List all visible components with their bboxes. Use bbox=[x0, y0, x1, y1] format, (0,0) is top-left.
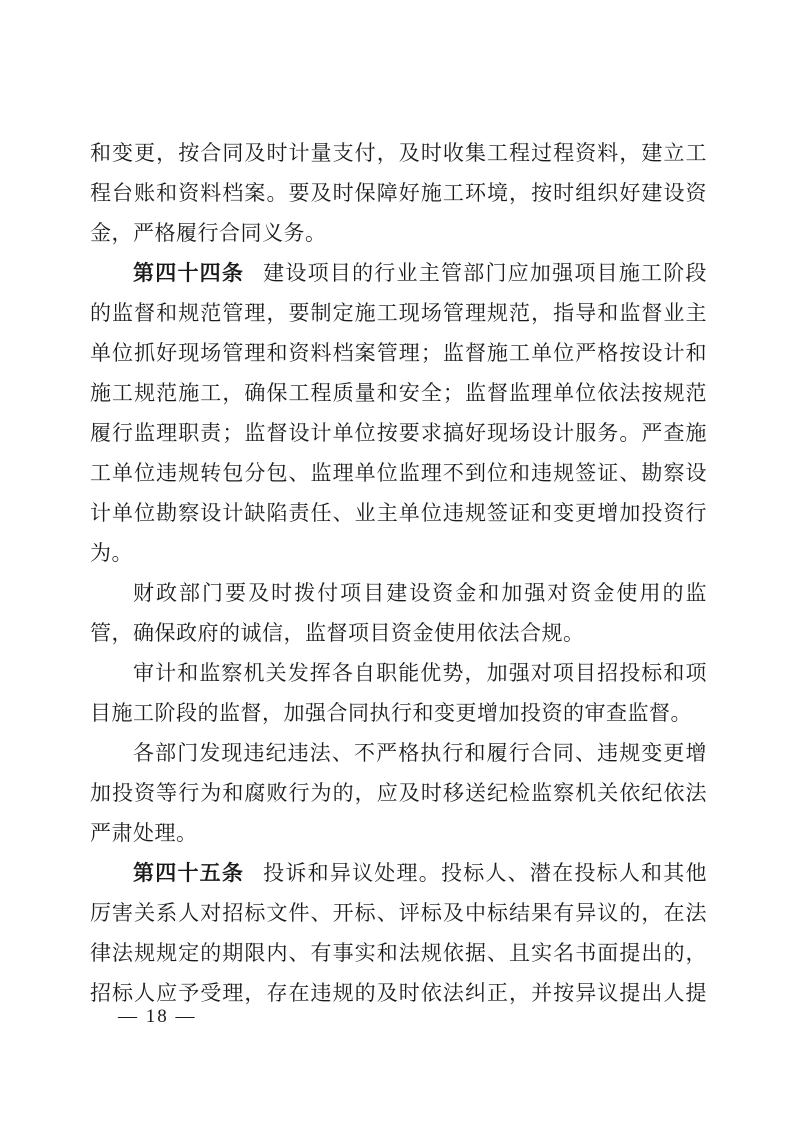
text-line bbox=[90, 493, 707, 533]
line-text: 金，严格履行合同义务。 bbox=[90, 221, 327, 245]
document-text-block bbox=[90, 133, 707, 1013]
text-line bbox=[90, 653, 707, 693]
article-44-number-bold: 第四十四条 bbox=[133, 261, 245, 285]
text-line bbox=[90, 333, 707, 373]
text-line bbox=[90, 853, 707, 893]
text-line bbox=[90, 173, 707, 213]
text-line bbox=[90, 293, 707, 333]
text-line bbox=[90, 573, 707, 613]
line-text: 招标人应予受理，存在违规的及时依法纠正，并按异议提出人提 bbox=[90, 981, 707, 1005]
line-text: 程台账和资料档案。要及时保障好施工环境，按时组织好建设资 bbox=[90, 181, 707, 205]
text-line bbox=[90, 253, 707, 293]
line-text: 计单位勘察设计缺陷责任、业主单位违规签证和变更增加投资行 bbox=[90, 501, 707, 525]
text-line bbox=[90, 933, 707, 973]
line-text: 工单位违规转包分包、监理单位监理不到位和违规签证、勘察设 bbox=[90, 461, 707, 485]
text-line bbox=[90, 413, 707, 453]
line-text: 的监督和规范管理，要制定施工现场管理规范，指导和监督业主 bbox=[90, 301, 707, 325]
line-text: 投诉和异议处理。投标人、潜在投标人和其他 bbox=[263, 861, 708, 885]
text-line bbox=[90, 613, 707, 653]
line-text: 厉害关系人对招标文件、开标、评标及中标结果有异议的，在法 bbox=[90, 901, 707, 925]
text-line bbox=[90, 893, 707, 933]
line-text: 财政部门要及时拨付项目建设资金和加强对资金使用的监 bbox=[133, 581, 707, 605]
line-text: 各部门发现违纪违法、不严格执行和履行合同、违规变更增 bbox=[133, 741, 707, 765]
line-text: 目施工阶段的监督，加强合同执行和变更增加投资的审查监督。 bbox=[90, 701, 692, 725]
line-text: 加投资等行为和腐败行为的，应及时移送纪检监察机关依纪依法 bbox=[90, 781, 707, 805]
text-line bbox=[90, 133, 707, 173]
page-number: — 18 — bbox=[118, 1006, 197, 1027]
text-line bbox=[90, 693, 707, 733]
text-line bbox=[90, 453, 707, 493]
text-line bbox=[90, 213, 707, 253]
line-text: 律法规规定的期限内、有事实和法规依据、且实名书面提出的， bbox=[90, 941, 707, 965]
line-text: 和变更，按合同及时计量支付，及时收集工程过程资料，建立工 bbox=[90, 141, 707, 165]
line-text: 单位抓好现场管理和资料档案管理；监督施工单位严格按设计和 bbox=[90, 341, 707, 365]
line-text: 管，确保政府的诚信，监督项目资金使用依法合规。 bbox=[90, 621, 585, 645]
line-text: 施工规范施工，确保工程质量和安全；监督监理单位依法按规范 bbox=[90, 381, 707, 405]
text-line bbox=[90, 373, 707, 413]
line-text: 建设项目的行业主管部门应加强项目施工阶段 bbox=[263, 261, 708, 285]
line-text: 严肃处理。 bbox=[90, 821, 198, 845]
line-text: 审计和监察机关发挥各自职能优势，加强对项目招投标和项 bbox=[133, 661, 707, 685]
text-line bbox=[90, 813, 707, 853]
text-line bbox=[90, 773, 707, 813]
line-text: 为。 bbox=[90, 541, 133, 565]
text-line bbox=[90, 733, 707, 773]
line-text: 履行监理职责；监督设计单位按要求搞好现场设计服务。严查施 bbox=[90, 421, 707, 445]
article-45-number-bold: 第四十五条 bbox=[133, 861, 245, 885]
text-line bbox=[90, 533, 707, 573]
